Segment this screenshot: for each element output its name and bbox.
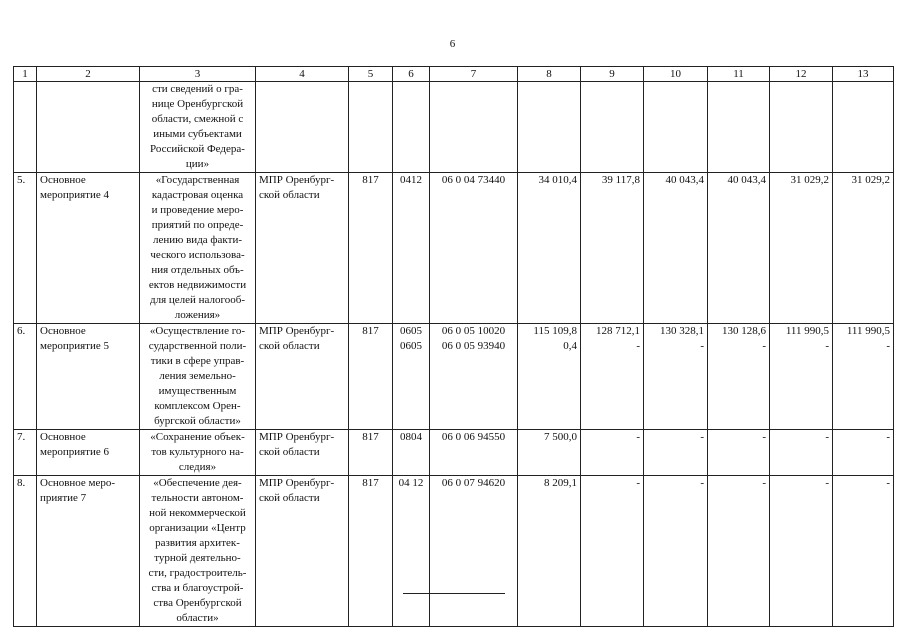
executor-line: МПР Оренбург- bbox=[259, 431, 335, 443]
activity-description-line: следия» bbox=[178, 461, 217, 473]
amount-12 bbox=[770, 173, 833, 324]
amount-13 bbox=[833, 82, 894, 173]
activity-description-line: Российской Федера- bbox=[150, 143, 245, 155]
activity-name bbox=[37, 324, 140, 430]
header-cell-11: 11 bbox=[708, 67, 770, 82]
activity-description-line: тельности автоном- bbox=[151, 492, 244, 504]
executor bbox=[256, 82, 349, 173]
executor-line: МПР Оренбург- bbox=[259, 174, 335, 186]
header-cell-9: 9 bbox=[581, 67, 644, 82]
grbs-code: 817 bbox=[349, 173, 393, 324]
target-item-code bbox=[430, 430, 518, 476]
header-cell-1: 1 bbox=[14, 67, 37, 82]
activity-name-line: мероприятие 5 bbox=[40, 340, 110, 352]
amount-10-line: 40 043,4 bbox=[665, 174, 704, 186]
table-row bbox=[14, 324, 894, 430]
activity-description-line: лению вида факти- bbox=[153, 234, 242, 246]
amount-12-line: 31 029,2 bbox=[790, 174, 829, 186]
activity-description-line: кадастровая оценка bbox=[151, 189, 244, 201]
amount-13 bbox=[833, 324, 894, 430]
table-row bbox=[14, 476, 894, 627]
table-row bbox=[14, 173, 894, 324]
amount-10-line: - bbox=[700, 340, 704, 352]
activity-description-line: ства и благоустрой- bbox=[151, 582, 244, 594]
activity-description-line: ектов недвижимости bbox=[148, 279, 247, 291]
amount-9 bbox=[581, 173, 644, 324]
activity-name bbox=[37, 173, 140, 324]
table-row bbox=[14, 82, 894, 173]
activity-description-line: сударственной поли- bbox=[148, 340, 247, 352]
footer-rule bbox=[403, 593, 505, 594]
amount-12-line: - bbox=[825, 431, 829, 443]
amount-12-line: - bbox=[825, 477, 829, 489]
amount-8 bbox=[518, 476, 581, 627]
row-number: 7. bbox=[14, 430, 37, 476]
amount-11 bbox=[708, 324, 770, 430]
activity-description-line: тов культурного на- bbox=[151, 446, 244, 458]
activity-description-line: комплексом Орен- bbox=[154, 400, 241, 412]
target-item-code bbox=[430, 173, 518, 324]
executor-line: МПР Оренбург- bbox=[259, 325, 335, 337]
activity-name-line: мероприятие 4 bbox=[40, 189, 110, 201]
activity-description bbox=[140, 430, 256, 476]
target-item-code-line: 06 0 05 10020 bbox=[441, 325, 506, 337]
amount-13-line: - bbox=[886, 431, 890, 443]
activity-description-line: бургской области» bbox=[154, 415, 241, 427]
amount-9 bbox=[581, 476, 644, 627]
amount-8 bbox=[518, 82, 581, 173]
activity-description-line: приятий по опреде- bbox=[151, 219, 244, 231]
amount-8-line: 7 500,0 bbox=[544, 431, 577, 443]
amount-11-line: - bbox=[762, 431, 766, 443]
amount-8-line: 0,4 bbox=[563, 340, 577, 352]
amount-11-line: 40 043,4 bbox=[727, 174, 766, 186]
amount-12 bbox=[770, 476, 833, 627]
activity-description-line: ления земельно- bbox=[159, 370, 236, 382]
amount-12-line: - bbox=[825, 340, 829, 352]
grbs-code bbox=[349, 82, 393, 173]
grbs-code: 817 bbox=[349, 324, 393, 430]
section-code-line: 0605 bbox=[400, 325, 422, 337]
header-cell-13: 13 bbox=[833, 67, 894, 82]
amount-11-line: - bbox=[762, 477, 766, 489]
section-code bbox=[393, 82, 430, 173]
executor bbox=[256, 430, 349, 476]
amount-9-line: 128 712,1 bbox=[596, 325, 640, 337]
amount-11-line: - bbox=[762, 340, 766, 352]
executor-line: ской области bbox=[259, 340, 320, 352]
activity-name-line: Основное меро- bbox=[40, 477, 116, 489]
amount-10 bbox=[644, 476, 708, 627]
activity-description bbox=[140, 476, 256, 627]
amount-11 bbox=[708, 430, 770, 476]
header-cell-6: 6 bbox=[393, 67, 430, 82]
activity-description-line: «Осуществление го- bbox=[149, 325, 246, 337]
section-code-line: 0412 bbox=[400, 174, 422, 186]
row-number: 6. bbox=[14, 324, 37, 430]
amount-10-line: 130 328,1 bbox=[660, 325, 704, 337]
target-item-code-line: 06 0 04 73440 bbox=[441, 174, 506, 186]
activity-description-line: иными субъектами bbox=[153, 128, 242, 140]
amount-8-line: 115 109,8 bbox=[533, 325, 577, 337]
target-item-code bbox=[430, 476, 518, 627]
executor-line: ской области bbox=[259, 446, 320, 458]
activity-description-line: «Государственная bbox=[155, 174, 240, 186]
amount-10 bbox=[644, 324, 708, 430]
section-code bbox=[393, 324, 430, 430]
amount-13-line: 111 990,5 bbox=[846, 325, 890, 337]
executor-line: ской области bbox=[259, 189, 320, 201]
amount-11 bbox=[708, 173, 770, 324]
amount-10-line: - bbox=[700, 431, 704, 443]
section-code bbox=[393, 430, 430, 476]
executor-line: МПР Оренбург- bbox=[259, 477, 335, 489]
amount-8-line: 8 209,1 bbox=[544, 477, 577, 489]
executor bbox=[256, 476, 349, 627]
target-item-code-line: 06 0 05 93940 bbox=[441, 340, 506, 352]
activity-description-line: «Сохранение объек- bbox=[150, 431, 245, 443]
activity-description-line: развития архитек- bbox=[155, 537, 240, 549]
amount-13 bbox=[833, 476, 894, 627]
amount-12-line: 111 990,5 bbox=[785, 325, 829, 337]
header-cell-4: 4 bbox=[256, 67, 349, 82]
page-number: 6 bbox=[449, 38, 456, 50]
amount-13-line: 31 029,2 bbox=[851, 174, 890, 186]
executor bbox=[256, 173, 349, 324]
header-cell-12: 12 bbox=[770, 67, 833, 82]
amount-13 bbox=[833, 430, 894, 476]
amount-11 bbox=[708, 476, 770, 627]
activity-description-line: и проведение меро- bbox=[151, 204, 244, 216]
activity-name-line: приятие 7 bbox=[40, 492, 87, 504]
amount-10 bbox=[644, 173, 708, 324]
header-cell-3: 3 bbox=[140, 67, 256, 82]
amount-13-line: - bbox=[886, 477, 890, 489]
amount-13 bbox=[833, 173, 894, 324]
activity-description-line: области, смежной с bbox=[151, 113, 244, 125]
activity-description-line: ства Оренбургской bbox=[153, 597, 242, 609]
amount-8 bbox=[518, 173, 581, 324]
target-item-code bbox=[430, 324, 518, 430]
amount-9 bbox=[581, 430, 644, 476]
activity-description-line: нице Оренбургской bbox=[151, 98, 244, 110]
amount-9-line: - bbox=[636, 477, 640, 489]
activity-description bbox=[140, 324, 256, 430]
amount-9 bbox=[581, 82, 644, 173]
amount-9-line: 39 117,8 bbox=[601, 174, 640, 186]
section-code-line: 0804 bbox=[400, 431, 422, 443]
header-cell-5: 5 bbox=[349, 67, 393, 82]
activity-name bbox=[37, 430, 140, 476]
activity-description bbox=[140, 173, 256, 324]
section-code-line: 04 12 bbox=[398, 477, 424, 489]
grbs-code: 817 bbox=[349, 430, 393, 476]
activity-description-line: организации «Центр bbox=[149, 522, 246, 534]
activity-description-line: ния отдельных объ- bbox=[151, 264, 244, 276]
amount-11-line: 130 128,6 bbox=[722, 325, 766, 337]
amount-10 bbox=[644, 430, 708, 476]
activity-name-line: Основное bbox=[40, 174, 86, 186]
activity-name bbox=[37, 82, 140, 173]
target-item-code-line: 06 0 07 94620 bbox=[441, 477, 506, 489]
target-item-code bbox=[430, 82, 518, 173]
activity-name-line: Основное bbox=[40, 431, 86, 443]
activity-description-line: ческого использова- bbox=[150, 249, 245, 261]
amount-8 bbox=[518, 324, 581, 430]
section-code-line: 0605 bbox=[400, 340, 422, 352]
table-row bbox=[14, 430, 894, 476]
amount-9 bbox=[581, 324, 644, 430]
header-cell-10: 10 bbox=[644, 67, 708, 82]
activity-description bbox=[140, 82, 256, 173]
executor bbox=[256, 324, 349, 430]
activity-description-line: ной некоммерческой bbox=[149, 507, 246, 519]
row-number bbox=[14, 82, 37, 173]
table-header-row bbox=[14, 67, 894, 82]
activity-description-line: ции» bbox=[185, 158, 210, 170]
amount-9-line: - bbox=[636, 340, 640, 352]
header-cell-2: 2 bbox=[37, 67, 140, 82]
header-cell-8: 8 bbox=[518, 67, 581, 82]
activity-description-line: турной деятельно- bbox=[154, 552, 241, 564]
executor-line: ской области bbox=[259, 492, 320, 504]
activity-description-line: тики в сфере управ- bbox=[150, 355, 245, 367]
target-item-code-line: 06 0 06 94550 bbox=[441, 431, 506, 443]
amount-12 bbox=[770, 430, 833, 476]
grbs-code: 817 bbox=[349, 476, 393, 627]
amount-13-line: - bbox=[886, 340, 890, 352]
activity-description-line: области» bbox=[176, 612, 219, 624]
amount-12 bbox=[770, 324, 833, 430]
amount-12 bbox=[770, 82, 833, 173]
amount-10-line: - bbox=[700, 477, 704, 489]
amount-10 bbox=[644, 82, 708, 173]
activity-name-line: Основное bbox=[40, 325, 86, 337]
amount-9-line: - bbox=[636, 431, 640, 443]
activity-description-line: имущественным bbox=[158, 385, 237, 397]
activity-description-line: «Обеспечение дея- bbox=[153, 477, 242, 489]
row-number: 8. bbox=[14, 476, 37, 627]
activity-description-line: сти сведений о гра- bbox=[152, 83, 243, 95]
activity-description-line: для целей налогооб- bbox=[149, 294, 246, 306]
amount-8-line: 34 010,4 bbox=[538, 174, 577, 186]
activity-name-line: мероприятие 6 bbox=[40, 446, 110, 458]
amount-11 bbox=[708, 82, 770, 173]
amount-8 bbox=[518, 430, 581, 476]
row-number: 5. bbox=[14, 173, 37, 324]
section-code bbox=[393, 173, 430, 324]
header-cell-7: 7 bbox=[430, 67, 518, 82]
program-activities-table bbox=[13, 66, 894, 627]
activity-name bbox=[37, 476, 140, 627]
section-code bbox=[393, 476, 430, 627]
activity-description-line: ложения» bbox=[174, 309, 221, 321]
activity-description-line: сти, градостроитель- bbox=[148, 567, 247, 579]
